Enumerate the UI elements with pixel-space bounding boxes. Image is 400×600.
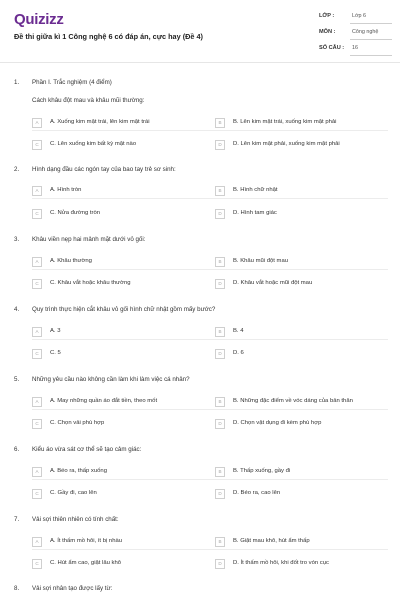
option-text: A. Béo ra, thấp xuống	[50, 468, 107, 474]
option-letter-box: C	[32, 279, 42, 289]
option-b[interactable]	[215, 186, 385, 197]
option-letter-box: A	[32, 537, 42, 547]
option-letter-box: C	[32, 349, 42, 359]
option-d[interactable]	[215, 349, 385, 360]
meta-label: LỚP :	[319, 13, 335, 19]
option-a[interactable]	[32, 186, 202, 197]
option-text: D. Khâu vắt hoặc mũi đột mau	[233, 280, 313, 286]
question-text: Kiểu áo vừa sát cơ thể sẽ tạo cảm giác:	[32, 446, 142, 453]
divider	[32, 269, 388, 270]
option-text: B. Thấp xuống, gầy đi	[233, 468, 291, 474]
option-letter-box: B	[215, 186, 225, 196]
meta-underline	[350, 39, 392, 40]
option-text: A. Khâu thường	[50, 258, 92, 264]
question-text: Khâu viền nẹp hai mảnh mặt dưới vỏ gối:	[32, 236, 146, 243]
option-b[interactable]	[215, 257, 385, 268]
option-letter-box: D	[215, 489, 225, 499]
option-letter-box: B	[215, 537, 225, 547]
option-letter-box: C	[32, 209, 42, 219]
option-text: D. Hình tam giác	[233, 210, 277, 216]
question-number: 1.	[14, 79, 20, 86]
option-letter-box: C	[32, 559, 42, 569]
question-text: Hình dạng đầu các ngón tay của bao tay trẻ sơ sinh:	[32, 166, 176, 173]
option-c[interactable]	[32, 279, 202, 290]
question-number: 8.	[14, 585, 20, 592]
option-d[interactable]	[215, 279, 385, 290]
option-letter-box: A	[32, 327, 42, 337]
option-letter-box: D	[215, 349, 225, 359]
question-text: Phần I. Trắc nghiệm (4 điểm)	[32, 79, 112, 86]
question-number: 6.	[14, 446, 20, 453]
worksheet-meta	[316, 12, 392, 60]
option-a[interactable]	[32, 257, 202, 268]
meta-value: Lớp 6	[352, 13, 367, 19]
option-letter-box: C	[32, 140, 42, 150]
worksheet-header	[0, 0, 400, 63]
option-letter-box: A	[32, 257, 42, 267]
option-text: B. Giặt mau khô, hút ẩm thấp	[233, 538, 310, 544]
option-letter-box: A	[32, 397, 42, 407]
option-d[interactable]	[215, 419, 385, 430]
option-letter-box: B	[215, 467, 225, 477]
option-text: B. Những đặc điểm về vóc dáng của bản thân	[233, 398, 353, 404]
option-b[interactable]	[215, 118, 385, 129]
option-a[interactable]	[32, 537, 202, 548]
option-text: A. 3	[50, 328, 61, 334]
option-text: C. Hút ẩm cao, giặt lâu khô	[50, 560, 122, 566]
option-b[interactable]	[215, 327, 385, 338]
option-text: D. Béo ra, cao lên	[233, 490, 281, 496]
option-letter-box: D	[215, 559, 225, 569]
meta-value: Công nghệ	[352, 29, 379, 35]
option-text: C. Khâu vắt hoặc khâu thường	[50, 280, 131, 286]
option-c[interactable]	[32, 349, 202, 360]
worksheet-title: Đề thi giữa kì 1 Công nghệ 6 có đáp án, cực hay (Đề 4)	[14, 32, 203, 41]
question-number: 4.	[14, 306, 20, 313]
question-number: 3.	[14, 236, 20, 243]
option-text: C. Nửa đường tròn	[50, 210, 101, 216]
meta-underline	[350, 55, 392, 56]
option-c[interactable]	[32, 559, 202, 570]
option-letter-box: A	[32, 118, 42, 128]
option-text: B. 4	[233, 328, 244, 334]
meta-row-subject	[316, 28, 392, 40]
meta-value: 16	[352, 45, 358, 51]
divider	[32, 130, 388, 131]
option-b[interactable]	[215, 537, 385, 548]
question-text: Quy trình thực hiện cắt khâu vỏ gối hình chữ nhật gồm mấy bước?	[32, 306, 216, 313]
question-number: 5.	[14, 376, 20, 383]
option-text: A. Ít thấm mồ hôi, ít bị nhàu	[50, 538, 123, 544]
option-text: D. Ít thấm mồ hôi, khi đốt tro vón cục	[233, 560, 329, 566]
option-b[interactable]	[215, 467, 385, 478]
option-c[interactable]	[32, 140, 202, 151]
option-text: D. Chọn vật dụng đi kèm phù hợp	[233, 420, 322, 426]
option-text: A. Hình tròn	[50, 187, 82, 193]
option-b[interactable]	[215, 397, 385, 408]
option-text: C. Gầy đi, cao lên	[50, 490, 97, 496]
divider	[32, 339, 388, 340]
question-text: Những yêu cầu nào không cần làm khi làm việc cá nhân?	[32, 376, 190, 383]
divider	[32, 198, 388, 199]
option-d[interactable]	[215, 559, 385, 570]
option-letter-box: D	[215, 419, 225, 429]
option-c[interactable]	[32, 419, 202, 430]
divider	[32, 479, 388, 480]
option-text: C. 5	[50, 350, 61, 356]
option-c[interactable]	[32, 489, 202, 500]
option-letter-box: B	[215, 118, 225, 128]
option-letter-box: C	[32, 489, 42, 499]
option-text: D. 6	[233, 350, 244, 356]
option-letter-box: B	[215, 257, 225, 267]
option-d[interactable]	[215, 489, 385, 500]
divider	[32, 409, 388, 410]
option-letter-box: C	[32, 419, 42, 429]
option-text: C. Chọn vải phù hợp	[50, 420, 105, 426]
option-d[interactable]	[215, 209, 385, 220]
option-text: D. Lên kim mặt phải, xuống kim mặt phải	[233, 141, 340, 147]
option-letter-box: A	[32, 186, 42, 196]
option-a[interactable]	[32, 118, 202, 129]
option-a[interactable]	[32, 397, 202, 408]
quizizz-logo: Quizizz	[14, 11, 64, 28]
option-letter-box: A	[32, 467, 42, 477]
meta-underline	[350, 23, 392, 24]
meta-row-class	[316, 12, 392, 24]
question-text: Vải sợi thiên nhiên có tính chất:	[32, 516, 119, 523]
option-text: C. Lên xuống kim bất kỳ mặt nào	[50, 141, 137, 147]
option-letter-box: B	[215, 327, 225, 337]
question-number: 2.	[14, 166, 20, 173]
question-text: Vải sợi nhân tạo được lấy từ:	[32, 585, 113, 592]
option-letter-box: B	[215, 397, 225, 407]
option-letter-box: D	[215, 140, 225, 150]
meta-row-count	[316, 44, 392, 56]
meta-label: MÔN :	[319, 29, 336, 35]
question-subtext: Cách khâu đột mau và khâu mũi thường:	[32, 97, 145, 104]
option-text: B. Hình chữ nhật	[233, 187, 278, 193]
option-text: B. Lên kim mặt trái, xuống kim mặt phải	[233, 119, 337, 125]
option-text: A. Xuống kim mặt trái, lên kim mặt trái	[50, 119, 150, 125]
option-c[interactable]	[32, 209, 202, 220]
option-text: A. May những quần áo đắt tiền, theo mốt	[50, 398, 158, 404]
meta-label: SỐ CÂU :	[319, 45, 345, 51]
option-a[interactable]	[32, 327, 202, 338]
option-letter-box: D	[215, 209, 225, 219]
option-letter-box: D	[215, 279, 225, 289]
option-text: B. Khâu mũi đột mau	[233, 258, 289, 264]
option-a[interactable]	[32, 467, 202, 478]
divider	[32, 549, 388, 550]
question-number: 7.	[14, 516, 20, 523]
option-d[interactable]	[215, 140, 385, 151]
